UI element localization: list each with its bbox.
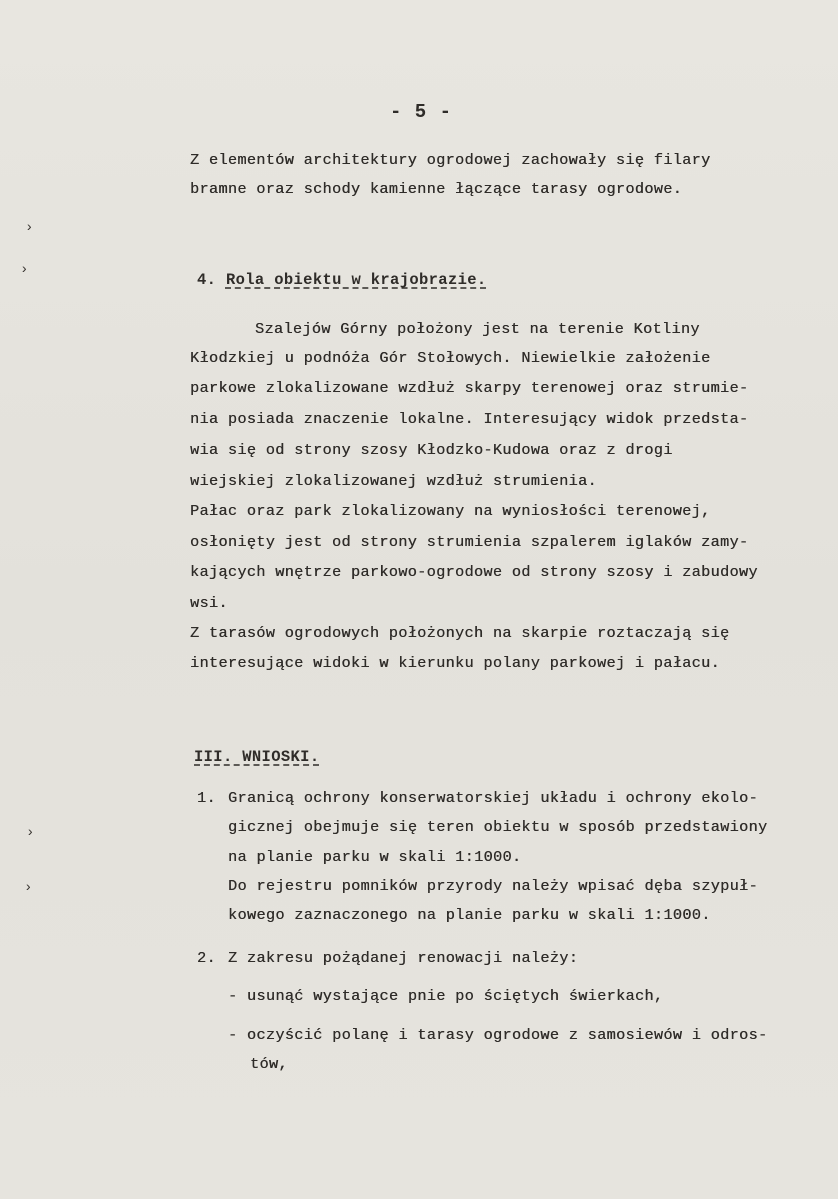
section-4-line-5: wia się od strony szosy Kłodzko-Kudowa oraz z drogi [190, 441, 673, 459]
section-4-line-4: nia posiada znaczenie lokalne. Interesujący widok przedsta- [190, 410, 749, 428]
section-4-line-11: Z tarasów ogrodowych położonych na skarpie roztaczają się [190, 624, 730, 642]
page-number: - 5 - [390, 101, 453, 123]
item-1-number: 1. [197, 789, 216, 807]
item-2-line-2: - usunąć wystające pnie po ściętych świerkach, [228, 987, 664, 1005]
item-2-number: 2. [197, 949, 216, 967]
intro-line-1: Z elementów architektury ogrodowej zachowały się filary [190, 151, 711, 169]
section-4-line-10: wsi. [190, 594, 228, 612]
section-4-line-1: Szalejów Górny położony jest na terenie Kotliny [255, 320, 700, 338]
section-4-line-9: kających wnętrze parkowo-ogrodowe od strony szosy i zabudowy [190, 563, 758, 581]
item-1-line-5: kowego zaznaczonego na planie parku w skali 1:1000. [228, 906, 711, 924]
section-4-line-7: Pałac oraz park zlokalizowany na wyniosłości terenowej, [190, 502, 711, 520]
item-1-line-2: gicznej obejmuje się teren obiektu w sposób przedstawiony [228, 818, 768, 836]
margin-mark-4: › [24, 880, 33, 896]
item-2-line-3: - oczyścić polanę i tarasy ogrodowe z samosiewów i odros- [228, 1026, 768, 1044]
section-4-line-6: wiejskiej zlokalizowanej wzdłuż strumienia. [190, 472, 597, 490]
section-4-line-12: interesujące widoki w kierunku polany parkowej i pałacu. [190, 654, 720, 672]
intro-line-2: bramne oraz schody kamienne łączące tarasy ogrodowe. [190, 180, 683, 198]
section-4-number: 4. [197, 271, 217, 289]
section-4-line-2: Kłodzkiej u podnóża Gór Stołowych. Niewielkie założenie [190, 349, 711, 367]
item-2-line-4: tów, [250, 1055, 288, 1073]
item-1-line-1: Granicą ochrony konserwatorskiej układu i ochrony ekolo- [228, 789, 758, 807]
item-2-line-1: Z zakresu pożądanej renowacji należy: [228, 949, 579, 967]
margin-mark-2: › [20, 262, 29, 278]
item-1-line-3: na planie parku w skali 1:1000. [228, 848, 522, 866]
section-4-line-8: osłonięty jest od strony strumienia szpalerem iglaków zamy- [190, 533, 749, 551]
section-4-heading [197, 271, 487, 289]
section-4-title: Rola obiektu w krajobrazie. [225, 271, 487, 289]
margin-mark-1: › [25, 220, 34, 236]
section-4-line-3: parkowe zlokalizowane wzdłuż skarpy terenowej oraz strumie- [190, 379, 749, 397]
item-1-line-4: Do rejestru pomników przyrody należy wpisać dęba szypuł- [228, 877, 758, 895]
margin-mark-3: › [26, 825, 35, 841]
section-3-heading [194, 748, 319, 766]
section-3-title: III. WNIOSKI. [194, 748, 320, 766]
